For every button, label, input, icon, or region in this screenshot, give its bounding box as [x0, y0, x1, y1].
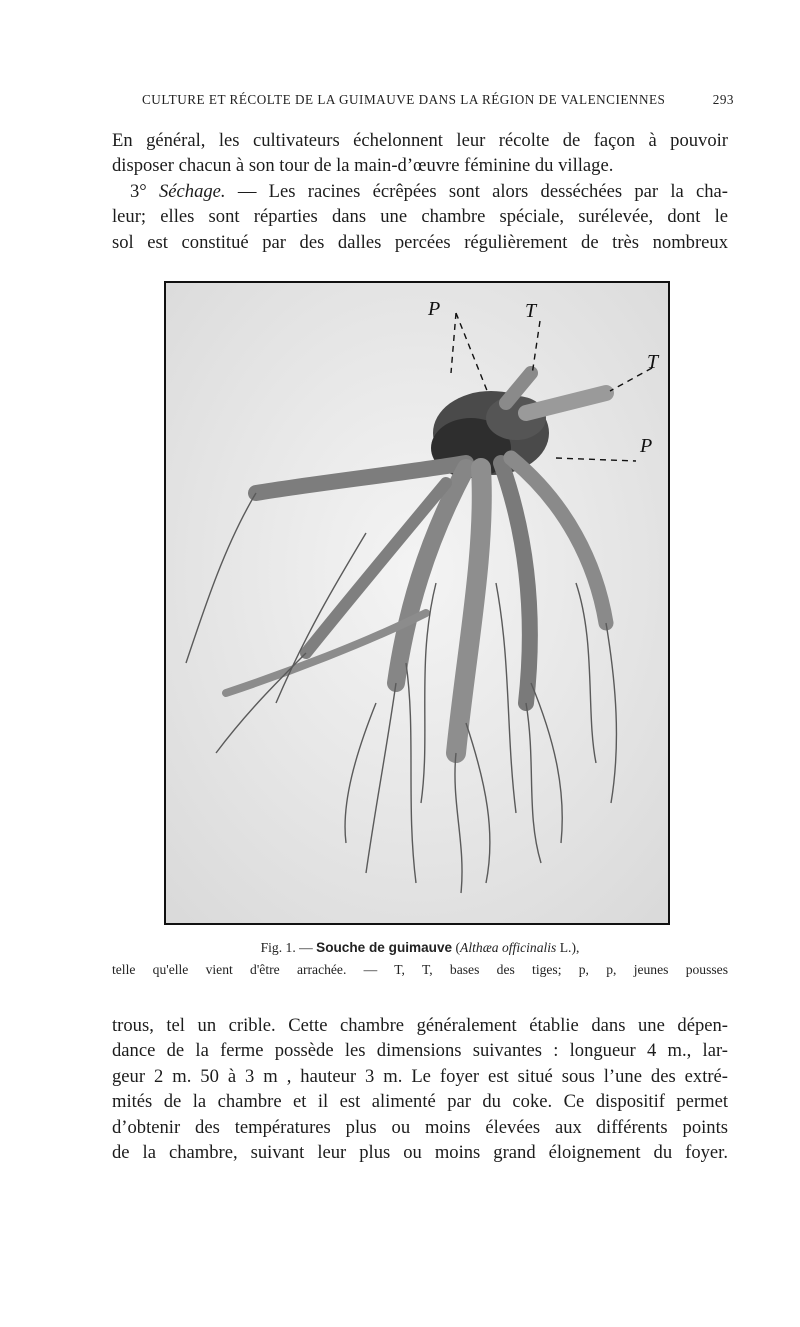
- text-line: disposer chacun à son tour de la main-d’œuvre féminine du village.: [112, 155, 614, 177]
- label-p-upper: P: [428, 298, 441, 320]
- text-line: d’obtenir des températures plus ou moins élevées aux différents points: [112, 1116, 728, 1138]
- text-line: sol est constitué par des dalles percées régulièrement de très nombreux: [112, 231, 728, 253]
- page-number: 293: [712, 92, 734, 107]
- running-head-title: CULTURE ET RÉCOLTE DE LA GUIMAUVE DANS LA RÉGION DE VALENCIENNES: [142, 92, 666, 107]
- figure-root-photograph: [164, 281, 670, 925]
- text-line: trous, tel un crible. Cette chambre généralement établie dans une dépen-: [112, 1015, 728, 1036]
- label-t-right: T: [647, 351, 659, 373]
- text-line: mités de la chambre et il est alimenté par du coke. Ce dispositif permet: [112, 1091, 728, 1113]
- figure-title: Souche de guimauve: [316, 940, 453, 955]
- text-line: geur 2 m. 50 à 3 m , hauteur 3 m. Le foyer est situé sous l’une des extré-: [112, 1065, 728, 1087]
- text-line: leur; elles sont réparties dans une chambre spéciale, surélevée, dont le: [112, 206, 728, 228]
- text-line: dance de la ferme possède les dimensions suivantes : longueur 4 m., lar-: [112, 1040, 728, 1062]
- section-heading: Séchage.: [158, 180, 226, 202]
- section-number: 3°: [130, 180, 147, 202]
- species-name: Althæa officinalis: [460, 940, 557, 955]
- label-t-upper: T: [525, 300, 537, 322]
- body-text-bottom: [112, 1013, 728, 1165]
- body-text-top: [112, 128, 728, 255]
- figure-number: Fig. 1. —: [260, 940, 313, 955]
- figure-caption-line-1: Fig. 1. — Souche de guimauve (Althæa officinalis L.),: [260, 940, 580, 955]
- figure-caption-line-2: telle qu'elle vient d'être arrachée. — T, T, bases des tiges; p, p, jeunes pousses: [112, 962, 728, 977]
- text-line: de la chambre, suivant leur plus ou moins grand éloignement du foyer.: [112, 1142, 728, 1164]
- text-fragment: — Les racines écrêpées sont alors desséchées par la cha-: [237, 180, 728, 202]
- root-illustration: [166, 283, 668, 923]
- species-authority: L.),: [559, 940, 580, 955]
- text-line: En général, les cultivateurs échelonnent leur récolte de façon à pouvoir: [112, 130, 728, 151]
- section-heading-line: [112, 179, 728, 204]
- label-p-right: P: [640, 435, 653, 457]
